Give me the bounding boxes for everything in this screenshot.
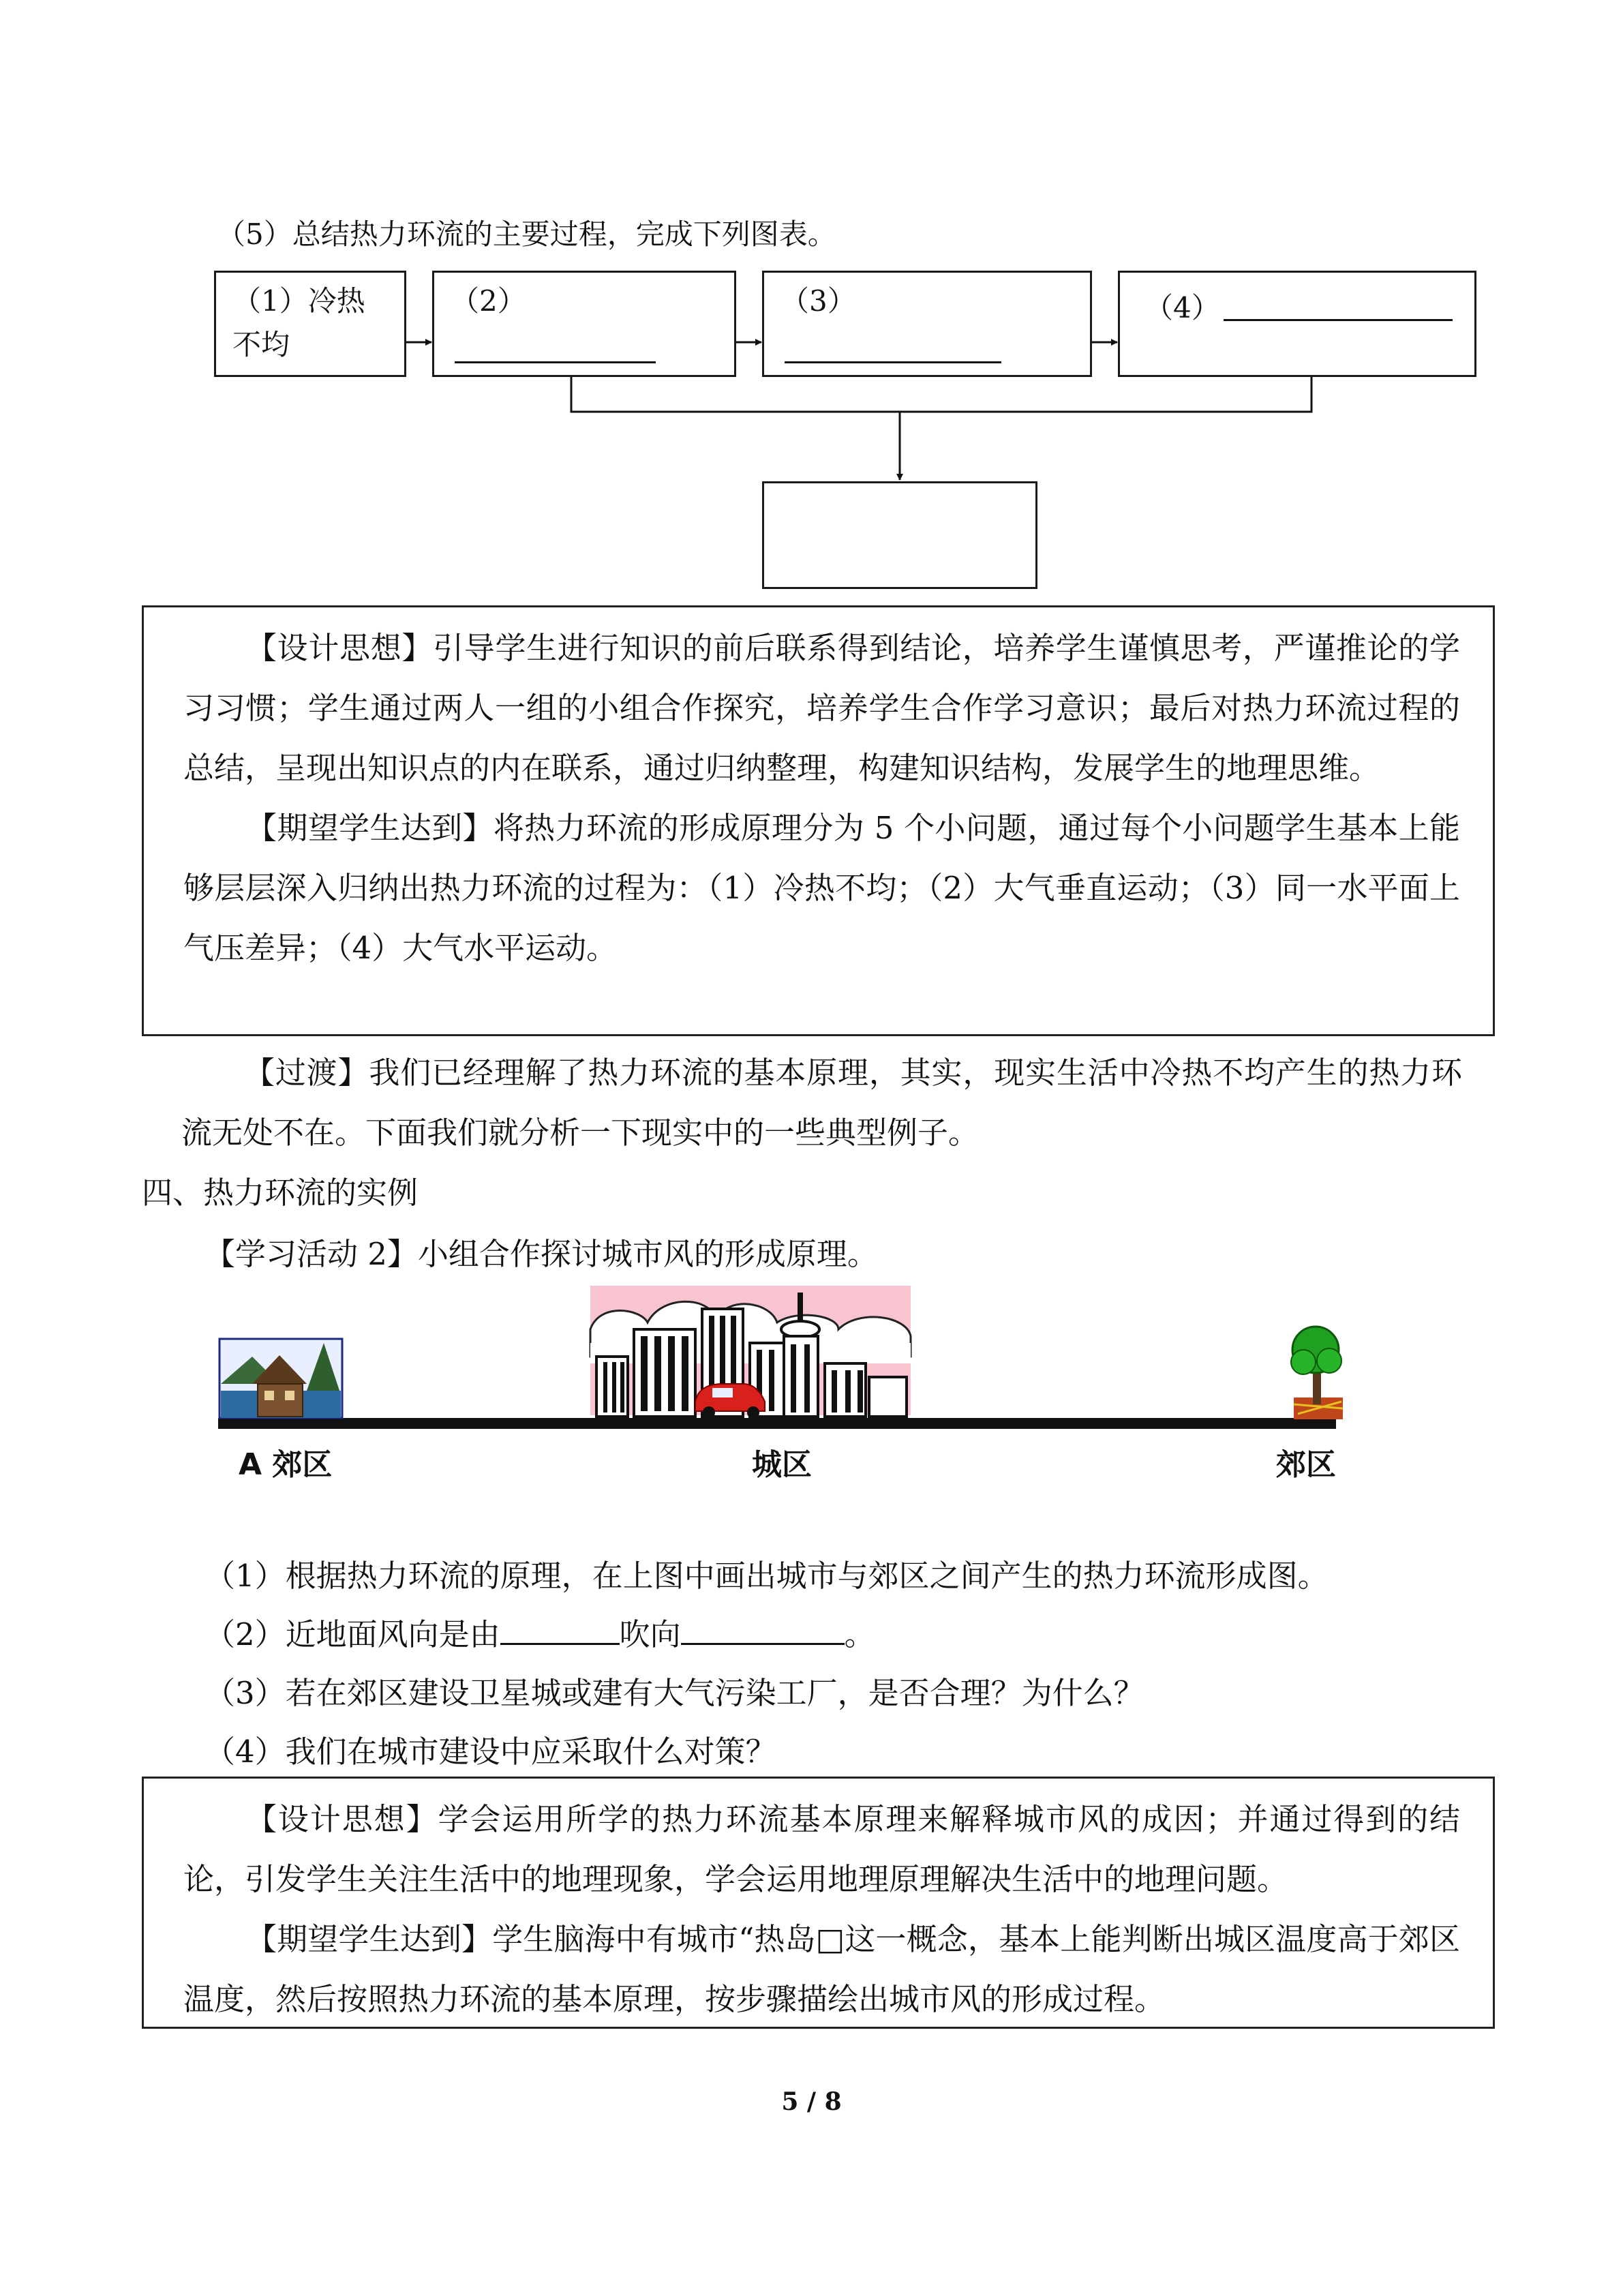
expectation-1: 【期望学生达到】将热力环流的形成原理分为 5 个小问题，通过每个小问题学生基本上能够层层深入归纳出热力环流的过程为：（1）冷热不均；（2）大气垂直运动；（3）同一水平面上气压差异；（4）大气水平运动。 bbox=[183, 810, 1460, 966]
bracket-connector bbox=[571, 377, 1311, 412]
expectation-2: 【期望学生达到】学生脑海中有城市“热岛□这一概念，基本上能判断出城区温度高于郊区温度，然后按照热力环流的基本原理，按步骤描绘出城市风的形成过程。 bbox=[183, 1921, 1460, 2017]
section-4-title: 四、热力环流的实例 bbox=[142, 1175, 419, 1211]
flow-box-1-label: （1）冷热 bbox=[232, 284, 365, 318]
page-number: 5 / 8 bbox=[781, 2087, 842, 2116]
city-skyline-image bbox=[590, 1286, 911, 1419]
transition-text: 【过渡】我们已经理解了热力环流的基本原理，其实，现实生活中冷热不均产生的热力环流无处不在。下面我们就分析一下现实中的一些典型例子。 bbox=[181, 1055, 1462, 1151]
flow-box-2-label: （2） bbox=[451, 284, 526, 318]
question-1: （1）根据热力环流的原理，在上图中画出城市与郊区之间产生的热力环流形成图。 bbox=[204, 1558, 1329, 1594]
transition-paragraph bbox=[142, 1043, 1495, 1163]
label-a-suburb: A 郊区 bbox=[239, 1447, 333, 1482]
note-frame-2 bbox=[142, 1777, 1495, 2029]
design-idea-2: 【设计思想】学会运用所学的热力环流基本原理来解释城市风的成因；并通过得到的结论，引发学生关注生活中的地理现象，学会运用地理原理解决生活中的地理问题。 bbox=[183, 1801, 1460, 1897]
label-suburb-right: 郊区 bbox=[1276, 1447, 1336, 1482]
note-frame-1 bbox=[142, 605, 1495, 1036]
design-idea-1: 【设计思想】引导学生进行知识的前后联系得到结论，培养学生谨慎思考，严谨推论的学习习惯；学生通过两人一组的小组合作探究，培养学生合作学习意识；最后对热力环流过程的总结，呈现出知识点的内在联系，通过归纳整理，构建知识结构，发展学生的地理思维。 bbox=[183, 630, 1460, 786]
activity-2: 【学习活动 2】小组合作探讨城市风的形成原理。 bbox=[204, 1236, 878, 1272]
ground-line bbox=[218, 1418, 1336, 1429]
q5-title: （5）总结热力环流的主要过程，完成下列图表。 bbox=[217, 217, 836, 251]
flowchart-connectors bbox=[0, 0, 1623, 614]
wind-from-blank[interactable] bbox=[500, 1617, 620, 1645]
suburb-cabin-image bbox=[219, 1339, 342, 1418]
question-2-middle: 吹向 bbox=[619, 1616, 681, 1652]
suburb-tree-image bbox=[1291, 1327, 1343, 1419]
flow-box-3-label: （3） bbox=[780, 284, 856, 318]
question-2-end: 。 bbox=[844, 1616, 875, 1652]
flow-box-4-label: （4） bbox=[1144, 291, 1220, 324]
question-4: （4）我们在城市建设中应采取什么对策？ bbox=[204, 1734, 776, 1770]
question-2 bbox=[204, 1605, 875, 1665]
question-2-prefix: （2）近地面风向是由 bbox=[204, 1616, 500, 1652]
question-3: （3）若在郊区建设卫星城或建有大气污染工厂，是否合理？为什么？ bbox=[204, 1675, 1144, 1711]
label-city: 城区 bbox=[752, 1447, 812, 1482]
flow-box-1-label2: 不均 bbox=[232, 328, 290, 361]
wind-to-blank[interactable] bbox=[681, 1617, 845, 1645]
